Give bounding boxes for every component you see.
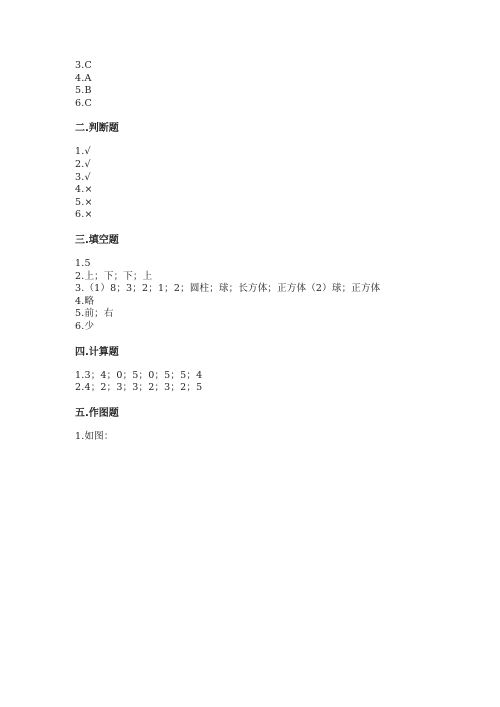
section1-answers xyxy=(75,60,435,110)
answer-line: 6.少 xyxy=(75,320,95,332)
section-heading-drawing: 五.作图题 xyxy=(75,407,119,419)
answer-line: 1.5 xyxy=(75,257,91,269)
section-heading-judgement: 二.判断题 xyxy=(75,123,119,135)
answer-line: 1.√ xyxy=(75,146,91,158)
answer-line: 5.× xyxy=(75,196,93,208)
answer-line: 4.略 xyxy=(75,295,95,307)
answer-line: 3.（1）8；3；2；1；2；圆柱；球；长方体；正方体（2）球；正方体 xyxy=(75,283,381,295)
answer-line: 2.上；下；下；上 xyxy=(75,270,153,282)
answer-line: 3.√ xyxy=(75,171,91,183)
section3-answers xyxy=(75,258,435,334)
answer-line: 5.B xyxy=(75,85,92,97)
section4-answers xyxy=(75,370,435,395)
answer-line: 6.C xyxy=(75,97,92,109)
answer-line: 2.√ xyxy=(75,158,91,170)
answer-line: 1.如图： xyxy=(75,430,114,442)
section-heading-fill-blank: 三.填空题 xyxy=(75,234,119,246)
section-heading-calculation: 四.计算题 xyxy=(75,346,119,358)
answer-line: 4.× xyxy=(75,184,93,196)
answer-line: 2.4；2；3；3；2；3；2；5 xyxy=(75,382,203,394)
section5-answers xyxy=(75,431,435,444)
answer-line: 3.C xyxy=(75,60,92,71)
answer-line: 4.A xyxy=(75,72,92,84)
answer-line: 5.前；右 xyxy=(75,308,114,320)
answer-page xyxy=(75,60,435,443)
answer-line: 1.3；4；0；5；0；5；5；4 xyxy=(75,369,203,381)
answer-line: 6.× xyxy=(75,209,93,221)
section2-answers xyxy=(75,146,435,222)
